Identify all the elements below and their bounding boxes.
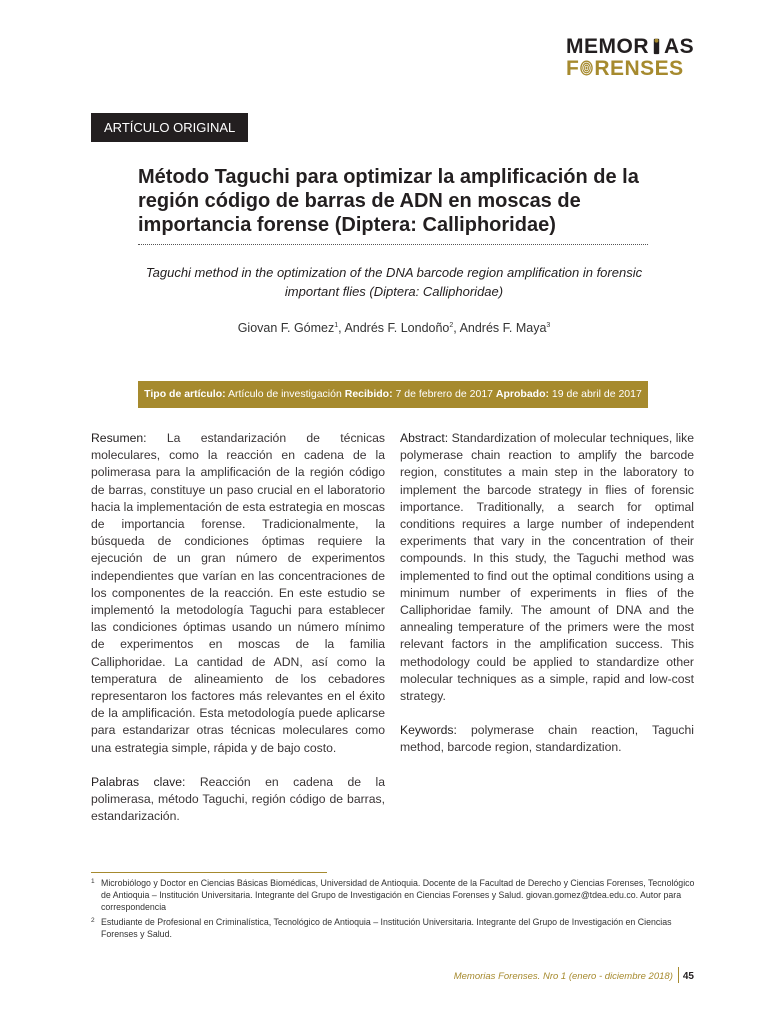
logo-text-2b: RENSES xyxy=(594,57,684,80)
title-divider xyxy=(138,244,648,245)
type-value: Artículo de investigación xyxy=(227,388,342,400)
received-label: Recibido: xyxy=(344,388,393,400)
footer-journal: Memorias Forenses. xyxy=(453,971,541,982)
fingerprint-i-icon xyxy=(649,37,664,55)
footnote xyxy=(91,916,697,940)
logo-line-1 xyxy=(566,36,706,58)
author-affiliation-mark: 1 xyxy=(334,322,339,329)
keywords-label: Keywords: xyxy=(400,723,457,738)
english-abstract-column xyxy=(400,430,694,774)
logo-text-2a: F xyxy=(566,57,580,80)
received-value: 7 de febrero de 2017 xyxy=(395,388,493,400)
palabras-clave-label: Palabras clave: xyxy=(91,774,186,789)
footer-issue: Nro 1 (enero - diciembre 2018) xyxy=(540,971,673,982)
footnote-number: 1 xyxy=(91,878,95,885)
abstract-text: Standardization of molecular techniques, like polymerase chain reaction to amplify the barcode region, constitutes a main step in the laboratory to implement the barcode strategy in flies of forensic importance. Traditionally, a search for optimal conditions requires a large number of independent experiments that vary in the concentration of their compounds. In this study, the Taguchi method was implemented to find out the optimal conditions using a minimum number of experiments in flies of the Calliphoridae family. The amount of DNA and the annealing temperature of the primers were the most relevant factors in the amplification success. This methodology could be applied to standardize other molecular techniques as a simple, rapid and low-cost strategy. xyxy=(400,431,695,704)
spanish-abstract-column xyxy=(91,430,385,842)
fingerprint-icon xyxy=(579,59,594,77)
resumen-paragraph xyxy=(91,430,385,757)
footnote-text: Estudiante de Profesional en Criminalística, Tecnológico de Antioquia – Institución Universitaria. Integrante del Grupo de Investigación en Ciencias Forenses y Salud. xyxy=(101,916,672,939)
journal-logo xyxy=(566,36,706,80)
resumen-label: Resumen: xyxy=(91,431,147,445)
author-name: Andrés F. Maya xyxy=(459,321,547,336)
page-footer xyxy=(454,967,694,983)
keywords-paragraph xyxy=(400,722,694,756)
author-affiliation-mark: 3 xyxy=(546,322,551,329)
author-list: Giovan F. Gómez$^1$, Andrés F. Londoño$^2$, Andrés F. Maya$^3$ xyxy=(237,321,551,336)
logo-text-1a: MEMOR xyxy=(566,35,649,58)
english-title: Taguchi method in the optimization of the DNA barcode region amplification in forensic important flies (Diptera: Calliphoridae) xyxy=(145,265,643,299)
logo-text-1b: AS xyxy=(664,35,695,58)
resumen-text: La estandarización de técnicas moleculares, como la reacción en cadena de la polimerasa para la amplificación de la región código de barras, constituye un paso crucial en el laboratorio hacia la implementación de esta estrategia en moscas de importancia forense. Tradicionalmente, la búsqueda de condiciones óptimas requiere la ejecución de un gran número de experimentos independientes que varían en las concentraciones de los componentes de la reacción. En este estudio se implementó la metodología Taguchi para establecer las condiciones óptimas usando un número mínimo de experimentos en moscas de la familia Calliphoridae. La cantidad de ADN, así como la temperatura de alineamiento de los cebadores representaron los factores más relevantes en el éxito de la amplificación. Esta metodología puede aplicarse para estandarizar otras técnicas moleculares como una estrategia simple, rápida y de bajo costo. xyxy=(91,431,385,755)
approved-value: 19 de abril de 2017 xyxy=(551,388,642,400)
palabras-clave-text: Reacción en cadena de la polimerasa, método Taguchi, región código de barras, estandarización. xyxy=(91,774,386,824)
abstract-label: Abstract: xyxy=(400,431,449,445)
approved-label: Aprobado: xyxy=(495,388,549,400)
author-name: Andrés F. Londoño xyxy=(344,321,450,336)
type-label: Tipo de artículo: xyxy=(144,388,226,400)
article-type-tag: ARTÍCULO ORIGINAL xyxy=(91,113,248,142)
page-number: 45 xyxy=(682,971,694,982)
article-title: Método Taguchi para optimizar la amplificación de la región código de barras de ADN en moscas de importancia forense (Diptera: Calliphoridae) xyxy=(138,166,639,236)
footnote-divider xyxy=(91,872,327,873)
abstract-paragraph xyxy=(400,430,694,705)
footnotes xyxy=(91,877,697,942)
footer-separator xyxy=(678,967,679,983)
footnote-text: Microbiólogo y Doctor en Ciencias Básicas Biomédicas, Universidad de Antioquia. Docente de la Facultad de Derecho y Ciencias Forenses, Tecnológico de Antioquia – Institución Universitaria. Integrante del Grupo de Investigación en Ciencias Forenses y Salud. giovan.gomez@tdea.edu.co. Autor para correspondencia xyxy=(101,878,695,913)
footnote xyxy=(91,877,697,914)
palabras-clave-paragraph xyxy=(91,774,385,826)
author-name: Giovan F. Gómez xyxy=(237,321,335,336)
author-affiliation-mark: 2 xyxy=(449,322,454,329)
footnote-number: 2 xyxy=(91,916,95,924)
article-metadata-bar xyxy=(138,381,648,408)
logo-line-2 xyxy=(566,58,706,80)
keywords-text: polymerase chain reaction, Taguchi method, barcode region, standardization. xyxy=(400,723,694,755)
